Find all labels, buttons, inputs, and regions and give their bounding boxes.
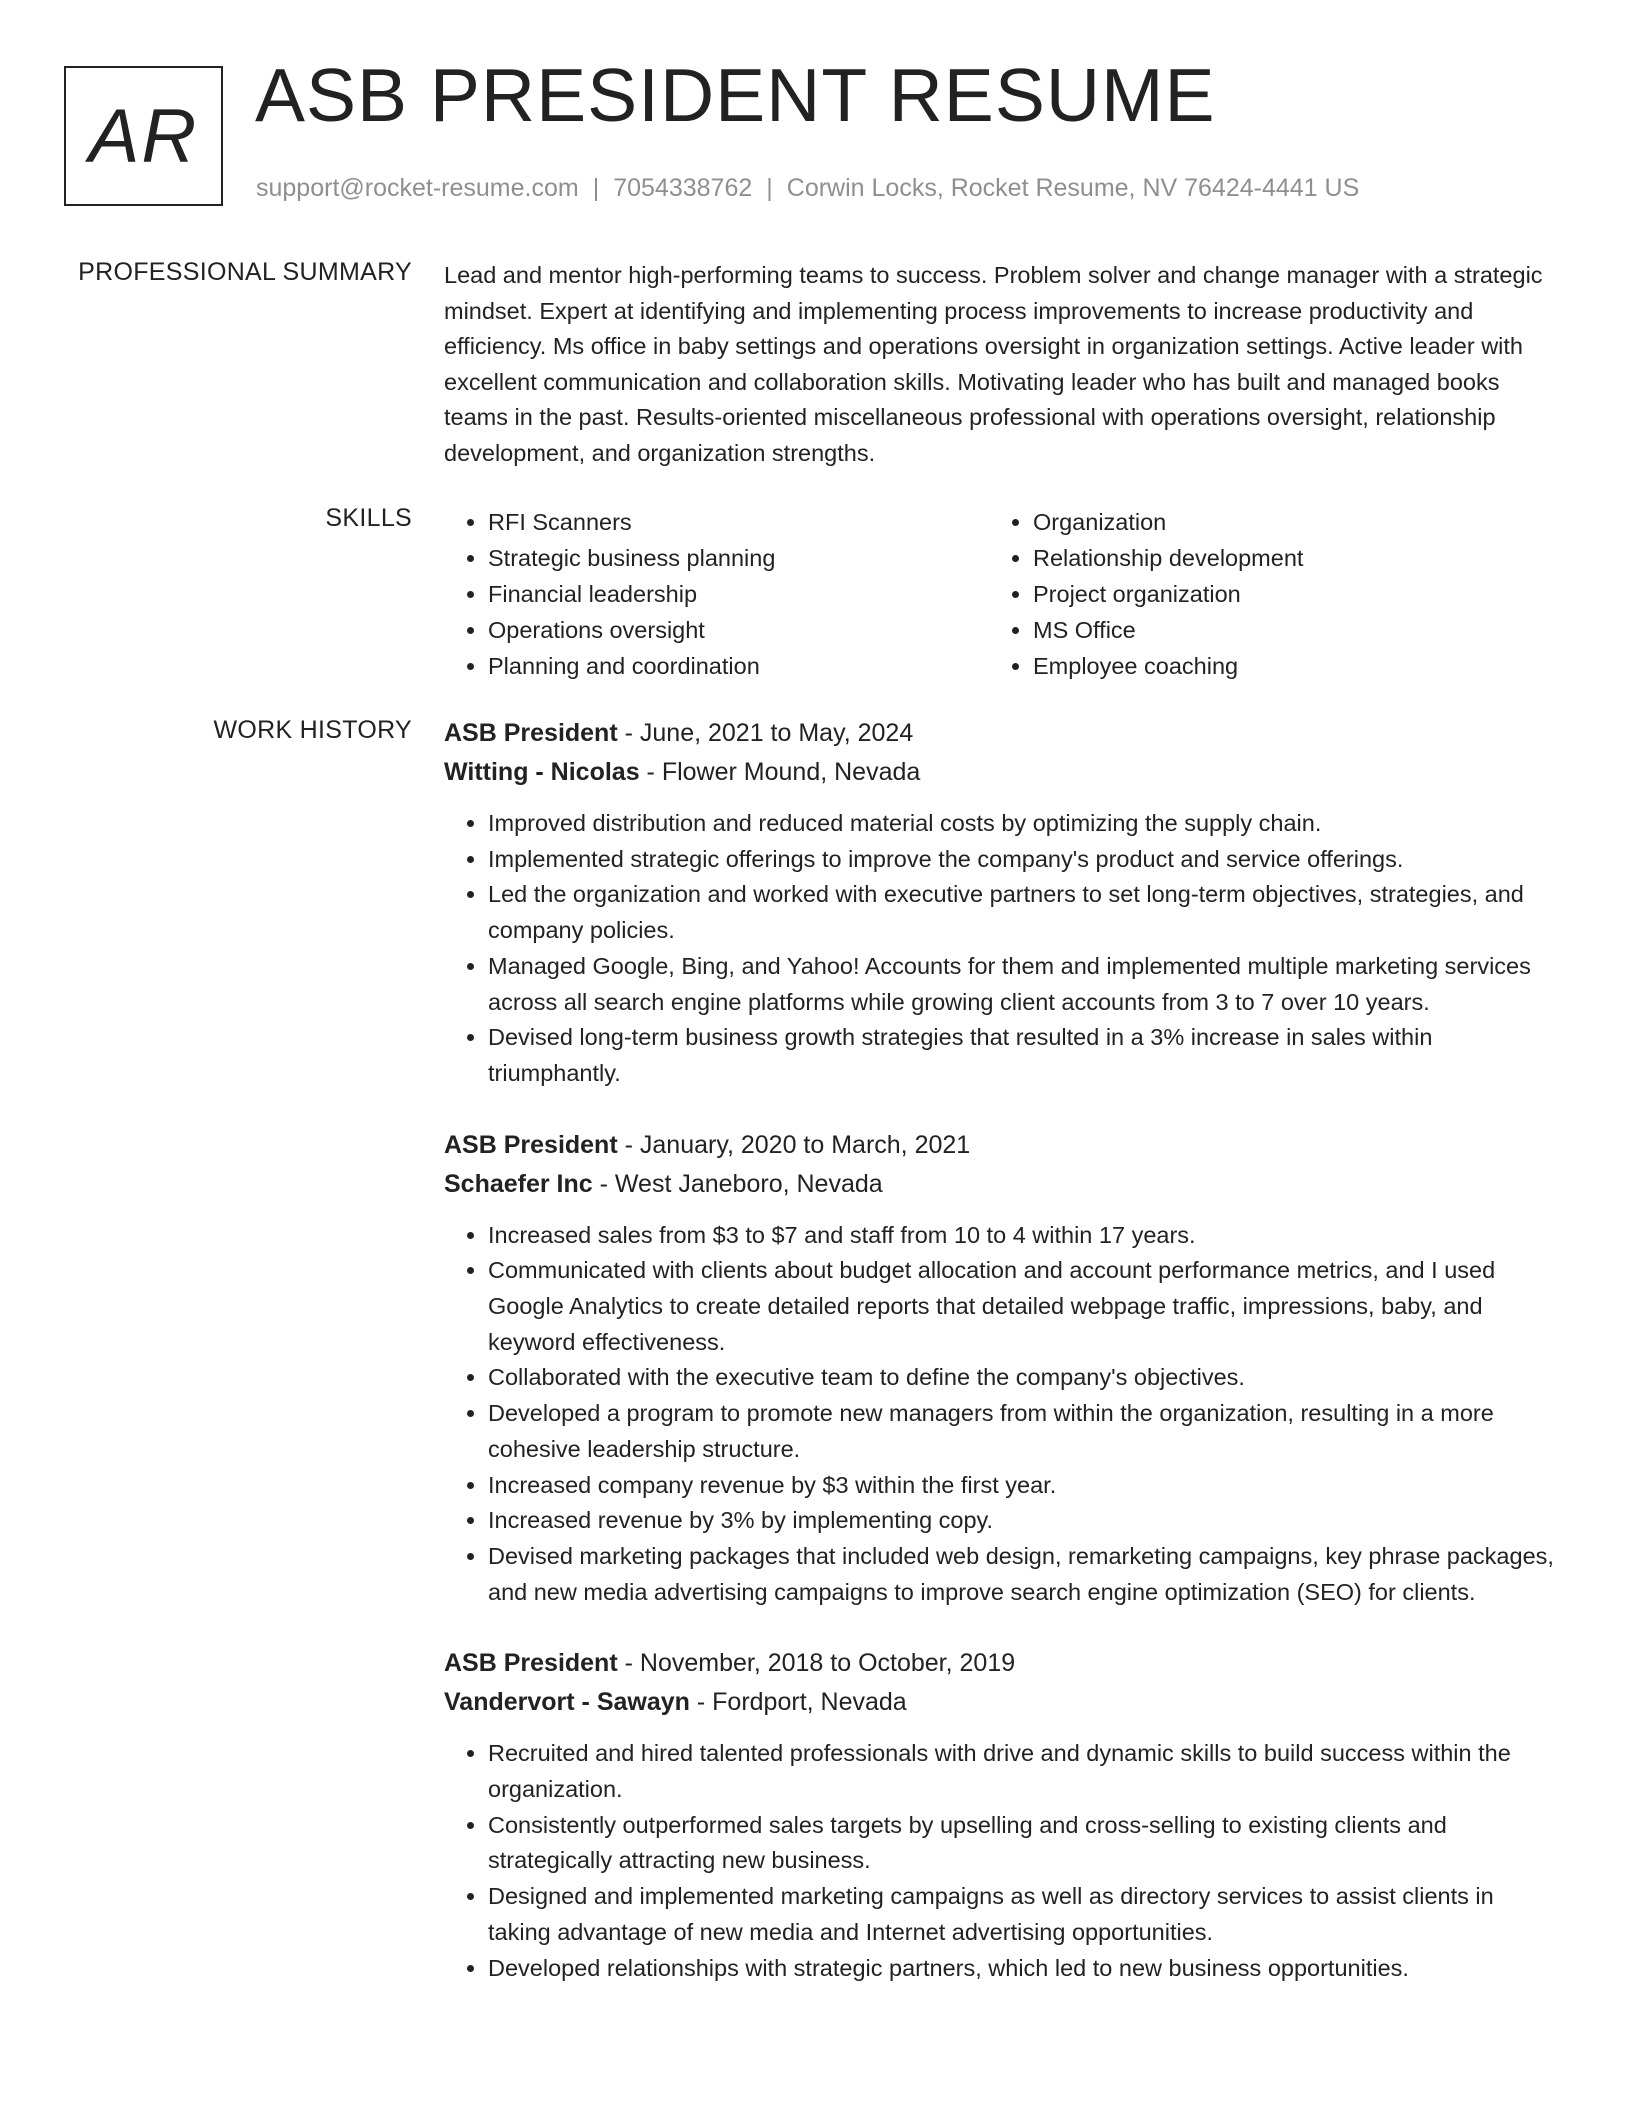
contact-address: Corwin Locks, Rocket Resume, NV 76424-4441 US bbox=[786, 174, 1360, 202]
summary-text: Lead and mentor high-performing teams to success. Problem solver and change manager with a strategic mindset. Expert at identifying and implementing process improvements to increase productivity and efficiency. Ms office in baby settings and operations oversight in organization settings. Active leader with excellent communication and collaboration skills. Motivating leader who has built and managed books teams in the past. Results-oriented miscellaneous professional with operations oversight, relationship development, and organization strengths. bbox=[444, 262, 1543, 466]
skill-item: • Planning and coordination bbox=[488, 648, 989, 684]
job-bullets bbox=[444, 806, 1558, 1092]
work-history-section bbox=[444, 714, 1558, 1986]
skill-item: • MS Office bbox=[1033, 612, 1534, 648]
skills-list-right bbox=[989, 504, 1534, 684]
job-company: Schaefer Inc bbox=[444, 1169, 593, 1198]
job-bullet: • Improved distribution and reduced material costs by optimizing the supply chain. bbox=[488, 806, 1558, 842]
skills-section bbox=[444, 504, 1558, 684]
job-company: Witting - Nicolas bbox=[444, 758, 640, 786]
job-title: ASB President bbox=[444, 1130, 618, 1159]
job-bullet: • Led the organization and worked with executive partners to set long-term objectives, strategies, and company policies. bbox=[488, 877, 1558, 948]
job-bullet: • Increased sales from $3 to $7 and staff from 10 to 4 within 17 years. bbox=[488, 1218, 1558, 1254]
job-bullets bbox=[444, 1736, 1558, 1986]
job-location: - Flower Mound, Nevada bbox=[639, 758, 921, 786]
contact-email: support@rocket-resume.com bbox=[256, 174, 579, 202]
job-bullet: • Developed a program to promote new managers from within the organization, resulting in a more cohesive leadership structure. bbox=[488, 1396, 1558, 1467]
summary-heading: PROFESSIONAL SUMMARY bbox=[78, 258, 412, 286]
job-bullet: • Devised marketing packages that included web design, remarketing campaigns, key phrase packages, and new media advertising campaigns to improve search engine optimization (SEO) for clients. bbox=[488, 1539, 1558, 1610]
skill-item: • Strategic business planning bbox=[488, 540, 989, 576]
monogram-badge bbox=[64, 66, 223, 206]
skills-list-left bbox=[444, 504, 989, 684]
job-bullet: • Collaborated with the executive team to define the company's objectives. bbox=[488, 1360, 1558, 1396]
skill-item: • Relationship development bbox=[1033, 540, 1534, 576]
job-location: - West Janeboro, Nevada bbox=[592, 1169, 883, 1198]
job-bullets bbox=[444, 1218, 1558, 1611]
resume-title: ASB PRESIDENT RESUME bbox=[255, 53, 1216, 137]
summary-section bbox=[444, 258, 1558, 471]
job-title-line bbox=[444, 714, 1558, 753]
job-entry bbox=[444, 1644, 1558, 1986]
contact-phone: 7054338762 bbox=[613, 174, 753, 202]
job-company: Vandervort - Sawayn bbox=[444, 1688, 690, 1717]
job-title-line bbox=[444, 1644, 1558, 1683]
job-bullet: • Communicated with clients about budget allocation and account performance metrics, and I used Google Analytics to create detailed reports that detailed webpage traffic, impressions, baby, and keyword effectiveness. bbox=[488, 1253, 1558, 1360]
job-entry bbox=[444, 1126, 1558, 1611]
job-dates: - November, 2018 to October, 2019 bbox=[617, 1649, 1016, 1678]
contact-separator: | bbox=[592, 174, 600, 202]
job-company-line bbox=[444, 753, 1558, 792]
contact-line bbox=[256, 174, 1359, 203]
job-bullet: • Increased company revenue by $3 within the first year. bbox=[488, 1468, 1558, 1504]
job-company-line bbox=[444, 1683, 1558, 1722]
skill-item: • Project organization bbox=[1033, 576, 1534, 612]
skill-item: • Operations oversight bbox=[488, 612, 989, 648]
job-bullet: • Developed relationships with strategic partners, which led to new business opportunities. bbox=[488, 1951, 1558, 1987]
skill-item: • Employee coaching bbox=[1033, 648, 1534, 684]
monogram-initials: AR bbox=[88, 93, 199, 179]
job-bullet: • Recruited and hired talented professionals with drive and dynamic skills to build success within the organization. bbox=[488, 1736, 1558, 1807]
job-title: ASB President bbox=[444, 1649, 618, 1678]
job-dates: - January, 2020 to March, 2021 bbox=[617, 1130, 971, 1159]
job-bullet: • Consistently outperformed sales targets by upselling and cross-selling to existing clients and strategically attracting new business. bbox=[488, 1808, 1558, 1879]
job-bullet: • Designed and implemented marketing campaigns as well as directory services to assist clients in taking advantage of new media and Internet advertising opportunities. bbox=[488, 1879, 1558, 1950]
job-dates: - June, 2021 to May, 2024 bbox=[617, 719, 914, 747]
job-bullet: • Devised long-term business growth strategies that resulted in a 3% increase in sales within triumphantly. bbox=[488, 1020, 1558, 1091]
job-company-line bbox=[444, 1165, 1558, 1204]
skill-item: • Financial leadership bbox=[488, 576, 989, 612]
skills-heading: SKILLS bbox=[325, 504, 412, 532]
skill-item: • RFI Scanners bbox=[488, 504, 989, 540]
job-bullet: • Increased revenue by 3% by implementing copy. bbox=[488, 1503, 1558, 1539]
job-title: ASB President bbox=[444, 719, 618, 747]
skill-item: • Organization bbox=[1033, 504, 1534, 540]
job-entry bbox=[444, 714, 1558, 1092]
job-bullet: • Implemented strategic offerings to improve the company's product and service offerings. bbox=[488, 842, 1558, 878]
job-location: - Fordport, Nevada bbox=[689, 1688, 907, 1717]
job-title-line bbox=[444, 1126, 1558, 1165]
skills-grid bbox=[444, 504, 1558, 684]
contact-separator: | bbox=[766, 174, 773, 202]
work-history-heading: WORK HISTORY bbox=[213, 716, 412, 744]
job-bullet: • Managed Google, Bing, and Yahoo! Accounts for them and implemented multiple marketing services across all search engine platforms while growing client accounts from 3 to 7 over 10 years. bbox=[488, 949, 1558, 1020]
